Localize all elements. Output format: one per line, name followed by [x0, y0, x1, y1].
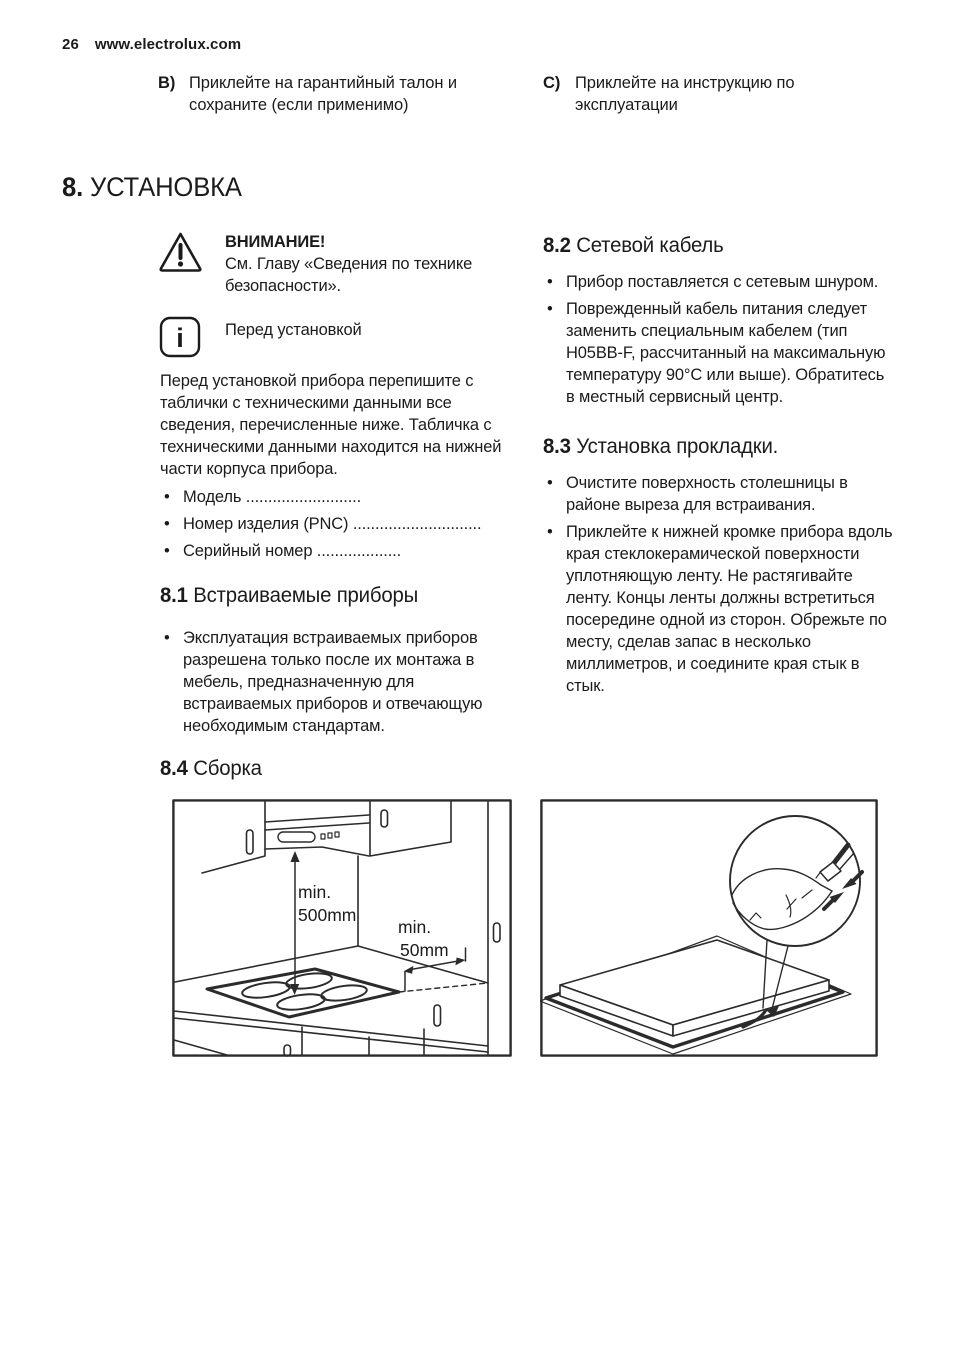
- clearance-figure: [172, 799, 512, 1057]
- section-8-3-number: 8.3: [543, 435, 571, 458]
- website-url: www.electrolux.com: [94, 36, 242, 53]
- section-8-2-number: 8.2: [543, 234, 571, 257]
- section-8-2-name: Сетевой кабель: [576, 234, 724, 257]
- warning-triangle-icon: [157, 230, 204, 279]
- bullet-item: • Очистите поверхность столешницы в районе выреза для встраивания.: [543, 472, 895, 516]
- section-8-3-title: [543, 434, 778, 459]
- min-label-1: min.: [298, 882, 332, 902]
- bullet-item: • Прибор поставляется с сетевым шнуром.: [543, 271, 895, 293]
- nameplate-list: [160, 486, 514, 567]
- min-label-2: min.: [398, 917, 432, 937]
- chapter-name: УСТАНОВКА: [89, 172, 242, 202]
- section-8-2-title: [543, 233, 724, 258]
- figure-labels: [298, 882, 449, 960]
- warning-text-block: [225, 231, 517, 297]
- note-b-label: B): [158, 74, 176, 92]
- bullet-item: • Поврежденный кабель питания следует заменить специальным кабелем (тип H05BB-F, рассчитанный на максимальную температуру 90°C или выше). Обратитесь в местный сервисный центр.: [543, 298, 895, 408]
- info-text: Перед установкой: [225, 321, 362, 339]
- section-8-4-number: 8.4: [160, 757, 188, 780]
- warning-title: ВНИМАНИЕ!: [225, 233, 326, 251]
- value-label-500mm: 500mm: [298, 905, 357, 925]
- tall-right-cabinet: [488, 802, 500, 1054]
- value-label-50mm: 50mm: [400, 940, 449, 960]
- page-number: 26: [62, 36, 79, 53]
- section-8-1-bullets: [160, 627, 514, 742]
- hob-body: [560, 940, 829, 1036]
- chapter-title: [62, 172, 242, 202]
- warning-text: См. Главу «Сведения по технике безопасности».: [225, 255, 473, 295]
- section-8-1-title: [160, 583, 418, 608]
- cooker-hood: [265, 815, 369, 856]
- chapter-number: 8.: [62, 172, 84, 202]
- section-8-2-bullets: [543, 271, 895, 413]
- bullet-item: • Эксплуатация встраиваемых приборов разрешена только после их монтажа в мебель, предназначенную для встраиваемых приборов и отвечающую необходимым стандартам.: [160, 627, 514, 737]
- info-icon: [159, 316, 201, 363]
- section-8-4-name: Сборка: [193, 757, 262, 780]
- note-c-text: Приклейте на инструкцию по эксплуатации: [575, 74, 795, 114]
- section-8-4-title: [160, 756, 262, 781]
- section-8-3-name: Установка прокладки.: [576, 435, 779, 458]
- svg-text:i: i: [176, 323, 184, 353]
- upper-right-cabinet: [370, 802, 451, 856]
- list-item-model: • Модель ..........................: [160, 486, 514, 508]
- note-c-label: C): [543, 74, 561, 92]
- magnifier-circle: [730, 816, 860, 946]
- note-c: [543, 72, 893, 116]
- sealing-tape-figure: [540, 799, 878, 1057]
- note-b: [158, 72, 512, 116]
- bullet-item: • Приклейте к нижней кромке прибора вдоль края стеклокерамической поверхности уплотняющую ленту. Не растягивайте ленту. Концы ленты должны встретиться посередине одной из сторон. Обрежьте по месту, сделав запас в несколько миллиметров, и соедините края стык в стык.: [543, 521, 895, 697]
- section-8-3-bullets: [543, 472, 895, 702]
- section-8-1-name: Встраиваемые приборы: [193, 584, 419, 607]
- list-item-pnc: • Номер изделия (PNC) .............................: [160, 513, 514, 535]
- note-b-text: Приклейте на гарантийный талон и сохраните (если применимо): [189, 74, 457, 114]
- upper-left-cabinet: [202, 802, 265, 873]
- section-8-1-number: 8.1: [160, 584, 188, 607]
- hob: [207, 969, 399, 1017]
- countertop: [174, 946, 488, 1052]
- page-header: [62, 36, 241, 53]
- intro-paragraph: Перед установкой прибора перепишите с таблички с техническими данными все сведения, перечисленные ниже. Табличка с техническими данными находится на нижней части корпуса прибора.: [160, 372, 502, 478]
- list-item-serial: • Серийный номер ...................: [160, 540, 514, 562]
